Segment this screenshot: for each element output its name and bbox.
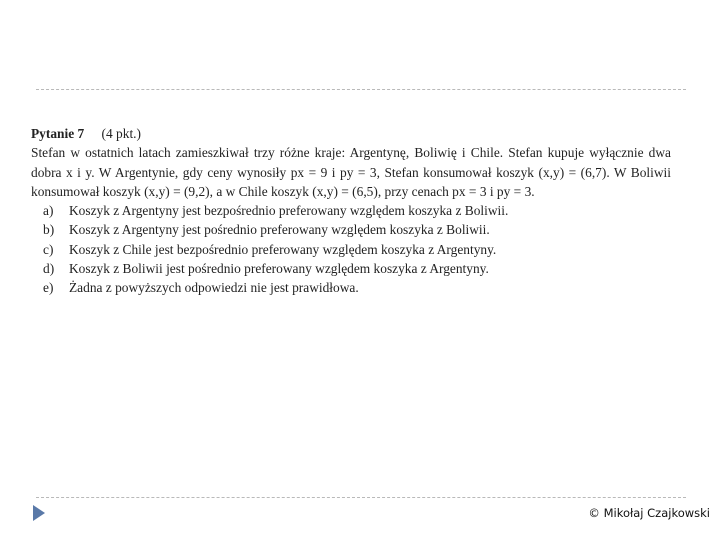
option-text: Koszyk z Boliwii jest pośrednio preferowany względem koszyka z Argentyny. bbox=[69, 261, 489, 277]
option-letter: b) bbox=[43, 222, 55, 238]
option-text: Koszyk z Argentyny jest pośrednio preferowany względem koszyka z Boliwii. bbox=[69, 222, 490, 238]
top-divider bbox=[36, 89, 686, 90]
answer-option-d bbox=[43, 259, 671, 278]
answer-option-c bbox=[43, 240, 671, 259]
answer-options bbox=[31, 201, 671, 297]
question-body: Stefan w ostatnich latach zamieszkiwał trzy różne kraje: Argentynę, Boliwię i Chile. Stefan kupuje wyłącznie dwa dobra x i y. W Argentynie, gdy ceny wynosiły px = 9 i py = 3, Stefan konsumował koszyk (x,y) = (6,7). W Boliwii konsumował koszyk (x,y) = (9,2), a w Chile koszyk (x,y) = (6,5), przy cenach px = 3 i py = 3. bbox=[31, 145, 671, 199]
question-header bbox=[31, 124, 671, 143]
option-letter: a) bbox=[43, 203, 54, 219]
question-title: Pytanie 7 bbox=[31, 126, 85, 141]
option-letter: d) bbox=[43, 261, 55, 277]
copyright-text: © Mikołaj Czajkowski bbox=[588, 506, 710, 520]
option-text: Koszyk z Chile jest bezpośrednio preferowany względem koszyka z Argentyny. bbox=[69, 241, 497, 257]
question-points: (4 pkt.) bbox=[101, 126, 141, 141]
option-letter: c) bbox=[43, 241, 54, 257]
question-block bbox=[31, 124, 671, 298]
triangle-right-icon bbox=[33, 505, 45, 521]
bottom-divider bbox=[36, 497, 686, 498]
answer-option-e bbox=[43, 278, 671, 297]
option-text: Koszyk z Argentyny jest bezpośrednio preferowany względem koszyka z Boliwii. bbox=[69, 203, 509, 219]
answer-option-a bbox=[43, 201, 671, 220]
answer-option-b bbox=[43, 220, 671, 239]
option-text: Żadna z powyższych odpowiedzi nie jest prawidłowa. bbox=[69, 280, 359, 296]
option-letter: e) bbox=[43, 280, 54, 296]
